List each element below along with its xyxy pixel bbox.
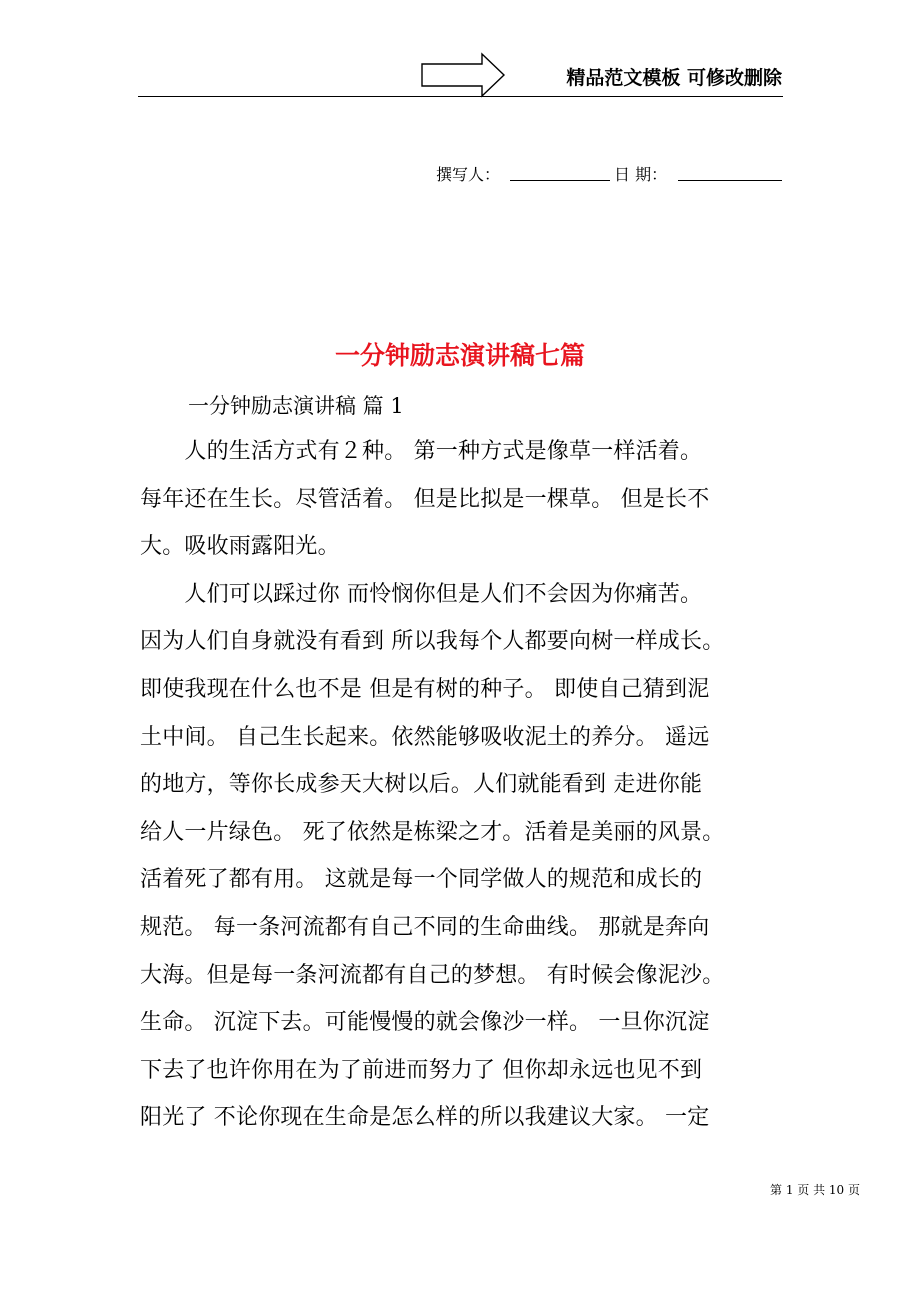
body-line: 大海。但是每一条河流都有自己的梦想。 有时候会像泥沙。 xyxy=(140,962,725,988)
body-line: 人们可以踩过你 而怜悯你但是人们不会因为你痛苦。 xyxy=(140,581,703,607)
document-title: 一分钟励志演讲稿七篇 xyxy=(334,341,585,370)
author-blank-line xyxy=(510,180,610,181)
body-line: 生命。 沉淀下去。可能慢慢的就会像沙一样。 一旦你沉淀 xyxy=(140,1010,710,1036)
date-label: 日 期： xyxy=(614,165,668,184)
body-line: 大。吸收雨露阳光。 xyxy=(140,534,340,560)
header-title: 精品范文模板 可修改删除 xyxy=(566,67,782,89)
body-line: 下去了也许你用在为了前进而努力了 但你却永远也见不到 xyxy=(140,1057,703,1083)
date-blank-line xyxy=(678,180,782,181)
body-line: 规范。 每一条河流都有自己不同的生命曲线。 那就是奔向 xyxy=(140,915,710,940)
author-label: 撰写人： xyxy=(436,165,501,184)
section-heading: 一分钟励志演讲稿 篇 1 xyxy=(188,394,404,418)
header-divider xyxy=(138,96,783,97)
body-line: 阳光了 不论你现在生命是怎么样的所以我建议大家。 一定 xyxy=(140,1105,710,1131)
body-line: 给人一片绿色。 死了依然是栋梁之才。活着是美丽的风景。 xyxy=(140,819,725,845)
body-line: 土中间。 自己生长起来。依然能够吸收泥土的养分。 遥远 xyxy=(140,724,710,750)
body-line: 活着死了都有用。 这就是每一个同学做人的规范和成长的 xyxy=(140,867,703,893)
author-date-row xyxy=(380,160,782,186)
body-line: 人的生活方式有２种。 第一种方式是像草一样活着。 xyxy=(140,439,703,464)
arrow-right-icon xyxy=(420,52,506,98)
body-line: 的地方，等你长成参天大树以后。人们就能看到 走进你能 xyxy=(140,772,703,798)
body-line: 每年还在生长。尽管活着。 但是比拟是一棵草。 但是长不 xyxy=(140,486,710,512)
page-number: 第 1 页 共 10 页 xyxy=(770,1183,860,1197)
body-line: 即使我现在什么也不是 但是有树的种子。 即使自己猜到泥 xyxy=(140,677,710,702)
body-line: 因为人们自身就没有看到 所以我每个人都要向树一样成长。 xyxy=(140,629,725,655)
